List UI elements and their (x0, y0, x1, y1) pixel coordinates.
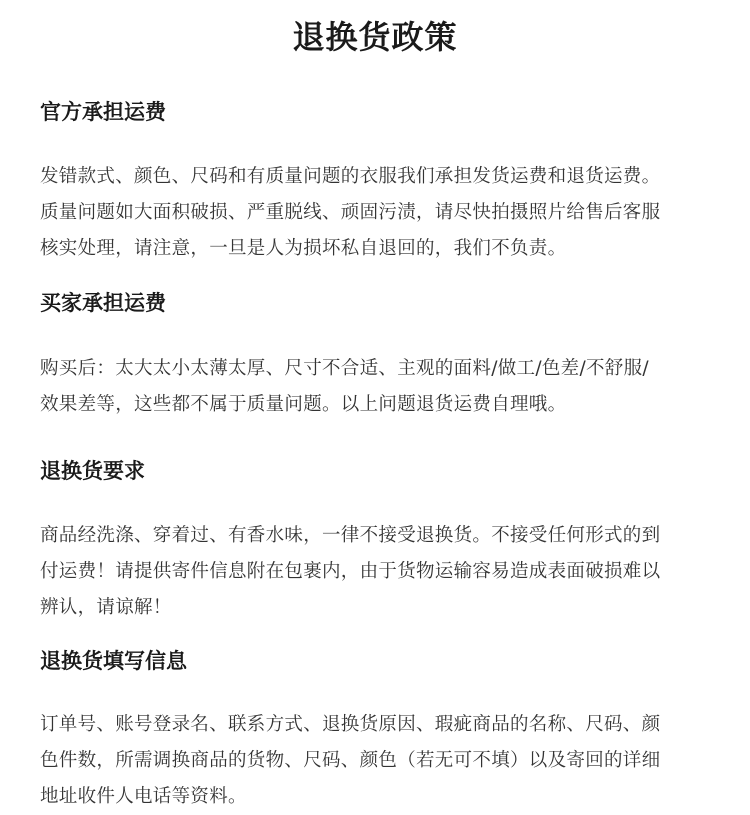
section-body (40, 159, 712, 267)
body-line: 质量问题如大面积破损、严重脱线、顽固污渍，请尽快拍摄照片给售后客服 (40, 202, 661, 223)
body-line: 色件数，所需调换商品的货物、尺码、颜色（若无可不填）以及寄回的详细 (40, 750, 661, 771)
section-buyer-shipping (40, 289, 712, 423)
body-line: 辨认，请谅解！ (40, 597, 172, 618)
section-heading: 买家承担运费 (40, 291, 166, 315)
body-line: 发错款式、颜色、尺码和有质量问题的衣服我们承担发货运费和退货运费。 (40, 166, 661, 187)
body-line: 订单号、账号登录名、联系方式、退换货原因、瑕疵商品的名称、尺码、颜 (40, 714, 661, 735)
section-return-info (40, 647, 712, 815)
body-line: 核实处理，请注意，一旦是人为损坏私自退回的，我们不负责。 (40, 238, 567, 259)
section-body (40, 518, 712, 626)
section-body (40, 351, 712, 423)
section-body (40, 707, 712, 815)
body-line: 地址收件人电话等资料。 (40, 786, 247, 807)
section-official-shipping (40, 98, 712, 267)
page-title: 退换货政策 (292, 18, 458, 56)
body-line: 效果差等，这些都不属于质量问题。以上问题退货运费自理哦。 (40, 394, 567, 415)
section-return-requirements (40, 457, 712, 626)
body-line: 付运费！请提供寄件信息附在包裹内，由于货物运输容易造成表面破损难以 (40, 561, 661, 582)
body-line: 购买后：太大太小太薄太厚、尺寸不合适、主观的面料/做工/色差/不舒服/ (40, 358, 649, 379)
section-heading: 退换货填写信息 (40, 649, 187, 673)
section-heading: 官方承担运费 (40, 100, 166, 124)
body-line: 商品经洗涤、穿着过、有香水味，一律不接受退换货。不接受任何形式的到 (40, 525, 661, 546)
section-heading: 退换货要求 (40, 459, 145, 483)
